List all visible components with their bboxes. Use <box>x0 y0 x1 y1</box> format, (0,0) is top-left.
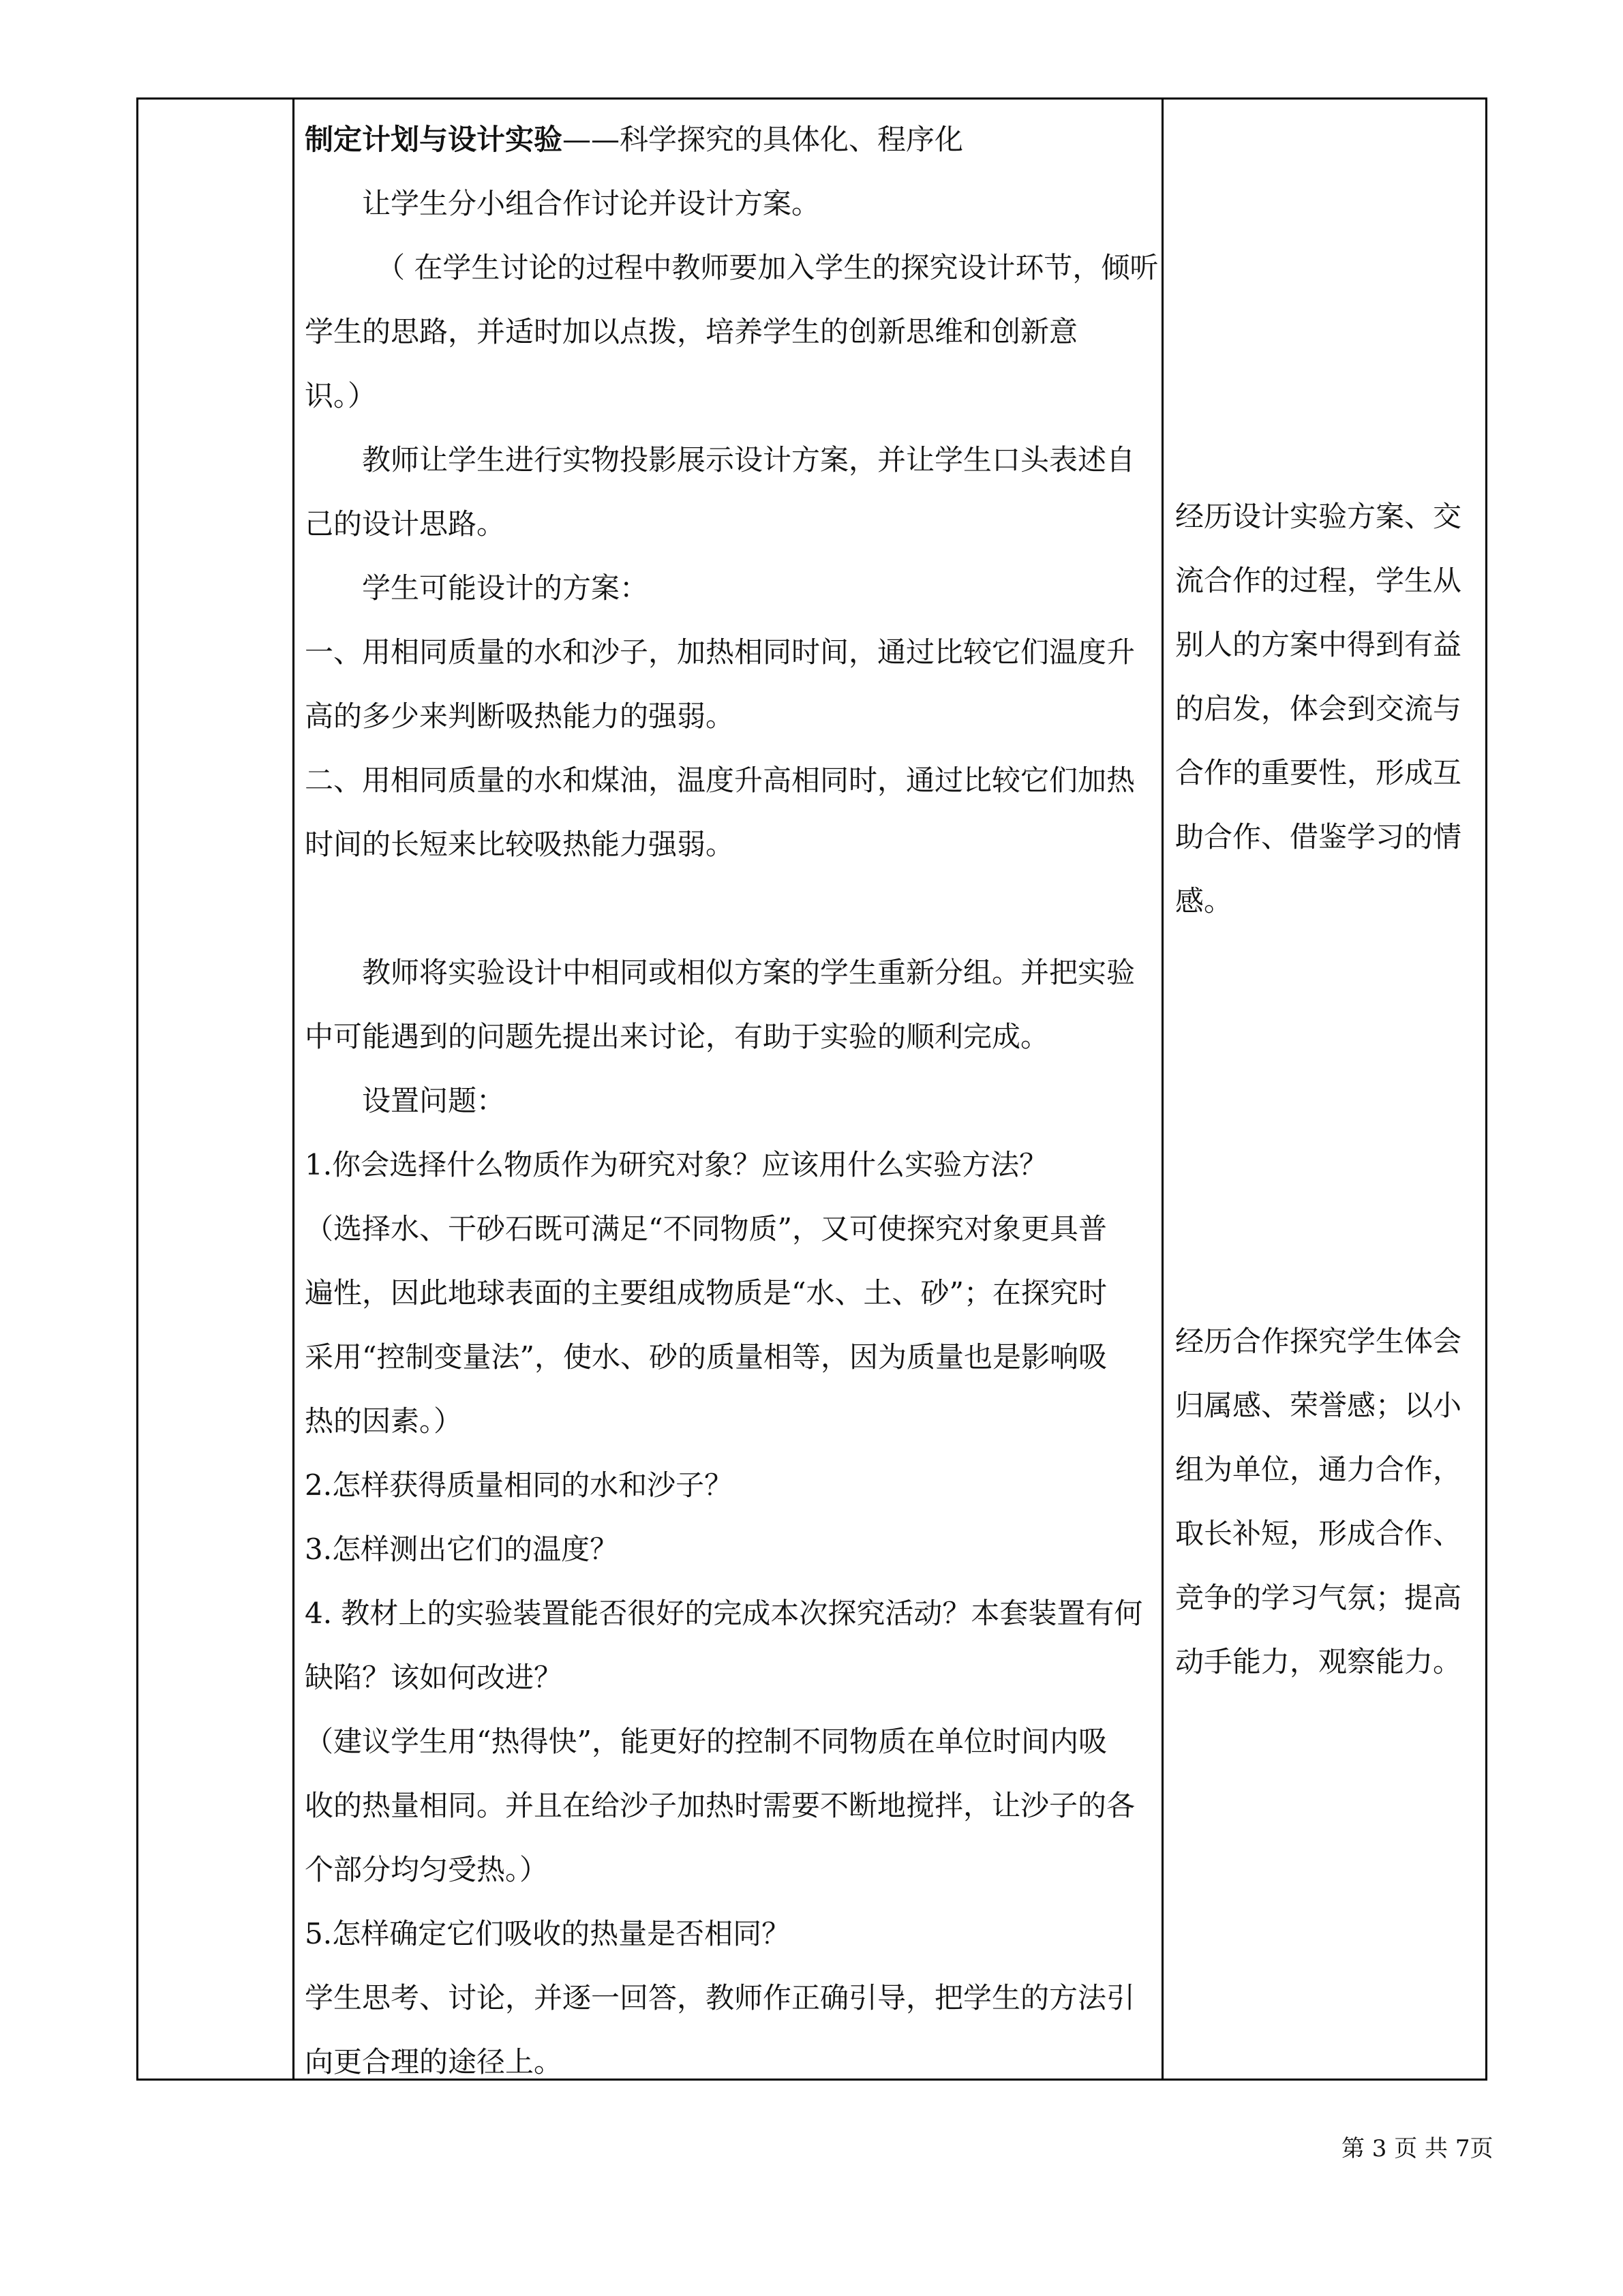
section-heading-rest: ——科学探究的具体化、程序化 <box>562 123 964 156</box>
paragraph-line: 识。） <box>305 379 377 412</box>
paragraph-line: 学生的思路，并适时加以点拨，培养学生的创新思维和创新意 <box>305 315 1078 348</box>
paragraph-line: 个部分均匀受热。） <box>305 1853 549 1886</box>
column-divider-left <box>292 100 294 2079</box>
note-line: 别人的方案中得到有益 <box>1175 628 1462 661</box>
blank-line <box>305 877 1150 941</box>
paragraph-line: （选择水、干砂石既可满足“不同物质”，又可使探究对象更具普 <box>305 1212 1107 1245</box>
paragraph-line: 教师将实验设计中相同或相似方案的学生重新分组。并把实验 <box>362 956 1136 989</box>
note-line: 动手能力，观察能力。 <box>1175 1645 1462 1678</box>
paragraph-line: 学生可能设计的方案： <box>362 571 649 605</box>
paragraph-line: 中可能遇到的问题先提出来讨论，有助于实验的顺利完成。 <box>305 1020 1050 1053</box>
teaching-process-column <box>305 108 1159 2094</box>
paragraph-line: 高的多少来判断吸热能力的强弱。 <box>305 699 735 733</box>
note-line: 感。 <box>1175 884 1233 918</box>
paragraph-line: （建议学生用“热得快”，能更好的控制不同物质在单位时间内吸 <box>305 1725 1107 1758</box>
section-heading-bold: 制定计划与设计实验 <box>305 123 563 156</box>
note-line: 经历设计实验方案、交 <box>1175 500 1462 533</box>
paragraph-line: （ 在学生讨论的过程中教师要加入学生的探究设计环节，倾听 <box>376 251 1159 284</box>
note-line: 的启发，体会到交流与 <box>1175 692 1462 725</box>
note-line: 取长补短，形成合作、 <box>1175 1517 1462 1550</box>
note-line: 合作的重要性，形成互 <box>1175 756 1462 789</box>
page-number: 第 3 页 共 7页 <box>1341 2135 1493 2162</box>
question-line: 5.怎样确定它们吸收的热量是否相同？ <box>305 1917 791 1950</box>
note-line: 竞争的学习气氛；提高 <box>1175 1581 1462 1614</box>
question-line: 1.你会选择什么物质作为研究对象？应该用什么实验方法？ <box>305 1148 1048 1181</box>
column-divider-right <box>1162 100 1164 2079</box>
paragraph-line: 二、用相同质量的水和煤油，温度升高相同时，通过比较它们加热 <box>305 764 1136 797</box>
note-line: 流合作的过程，学生从 <box>1175 564 1462 597</box>
paragraph-line: 一、用相同质量的水和沙子，加热相同时间，通过比较它们温度升 <box>305 635 1136 669</box>
paragraph-line: 设置问题： <box>362 1084 506 1117</box>
paragraph-line: 让学生分小组合作讨论并设计方案。 <box>362 187 821 220</box>
note-line: 组为单位，通力合作， <box>1175 1453 1462 1486</box>
note-line: 助合作、借鉴学习的情 <box>1175 820 1462 854</box>
paragraph-line: 教师让学生进行实物投影展示设计方案，并让学生口头表述自 <box>362 443 1136 477</box>
paragraph-line: 学生思考、讨论，并逐一回答，教师作正确引导，把学生的方法引 <box>305 1981 1136 2014</box>
paragraph-line: 己的设计思路。 <box>305 507 506 541</box>
design-intent-note-a <box>1175 485 1475 933</box>
paragraph-line: 采用“控制变量法”，使水、砂的质量相等，因为质量也是影响吸 <box>305 1340 1107 1374</box>
question-line: 4. 教材上的实验装置能否很好的完成本次探究活动？本套装置有何 <box>305 1597 1143 1630</box>
paragraph-line: 缺陷？该如何改进？ <box>305 1661 563 1694</box>
question-line: 3.怎样测出它们的温度？ <box>305 1532 619 1566</box>
paragraph-line: 遍性，因此地球表面的主要组成物质是“水、土、砂”；在探究时 <box>305 1276 1107 1310</box>
paragraph-line: 收的热量相同。并且在给沙子加热时需要不断地搅拌，让沙子的各 <box>305 1789 1136 1822</box>
design-intent-note-b <box>1175 1310 1475 1694</box>
note-line: 归属感、荣誉感；以小 <box>1175 1389 1462 1422</box>
note-line: 经历合作探究学生体会 <box>1175 1325 1462 1358</box>
question-line: 2.怎样获得质量相同的水和沙子？ <box>305 1468 733 1502</box>
paragraph-line: 时间的长短来比较吸热能力强弱。 <box>305 828 735 861</box>
section-heading <box>305 108 1150 172</box>
paragraph-line: 热的因素。） <box>305 1404 463 1438</box>
paragraph-line: 向更合理的途径上。 <box>305 2045 563 2079</box>
